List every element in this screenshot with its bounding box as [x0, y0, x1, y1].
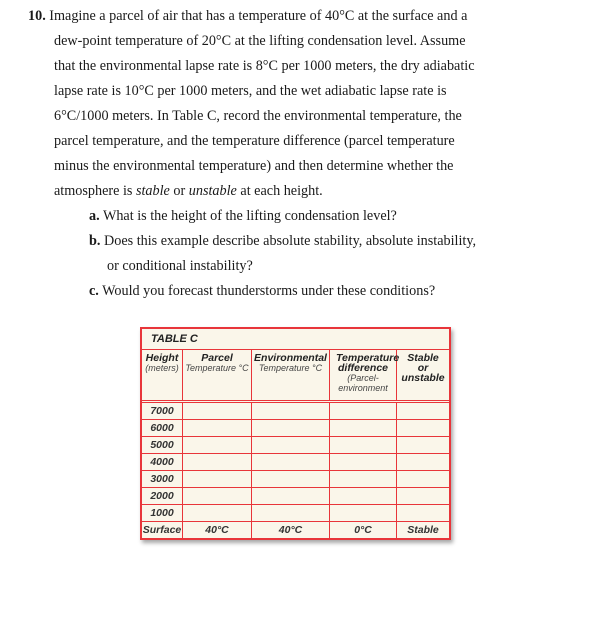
table-row: 2000: [142, 488, 449, 505]
question-line-8: atmosphere is stable or unstable at each height.: [54, 183, 323, 199]
header-temperature-difference: Temperature difference (Parcel- environment: [330, 350, 397, 400]
table-row: 1000: [142, 505, 449, 522]
table-caption: TABLE C: [142, 329, 449, 350]
question-line-1: 10. Imagine a parcel of air that has a temperature of 40°C at the surface and a: [28, 8, 468, 24]
subquestion-b: b. Does this example describe absolute stability, absolute instability,: [89, 233, 477, 249]
table-row: 4000: [142, 454, 449, 471]
question-line-6: parcel temperature, and the temperature difference (parcel temperature: [54, 133, 455, 149]
header-height: Height (meters): [142, 350, 183, 400]
subquestion-a: a. What is the height of the lifting condensation level?: [89, 208, 397, 224]
question-number: 10.: [28, 8, 46, 24]
table-row: 6000: [142, 420, 449, 437]
table-c: [140, 327, 451, 540]
subquestion-c: c. Would you forecast thunderstorms under these conditions?: [89, 283, 436, 299]
question-line-5: 6°C/1000 meters. In Table C, record the environmental temperature, the: [54, 108, 462, 124]
table-row-surface: Surface 40°C 40°C 0°C Stable: [142, 522, 449, 539]
header-parcel: Parcel Temperature °C: [183, 350, 252, 400]
question-line-2: dew-point temperature of 20°C at the lifting condensation level. Assume: [54, 33, 466, 49]
header-environmental: Environmental Temperature °C: [252, 350, 330, 400]
table-body: [142, 403, 449, 539]
header-stability: Stable or unstable: [401, 352, 445, 384]
question-line-7: minus the environmental temperature) and then determine whether the: [54, 158, 454, 174]
question-line-4: lapse rate is 10°C per 1000 meters, and the wet adiabatic lapse rate is: [54, 83, 447, 99]
table-row: 7000: [142, 403, 449, 420]
table-row: 5000: [142, 437, 449, 454]
table-row: 3000: [142, 471, 449, 488]
subquestion-b-cont: or conditional instability?: [107, 258, 253, 274]
table-header: [142, 350, 449, 403]
question-line-3: that the environmental lapse rate is 8°C per 1000 meters, the dry adiabatic: [54, 58, 475, 74]
